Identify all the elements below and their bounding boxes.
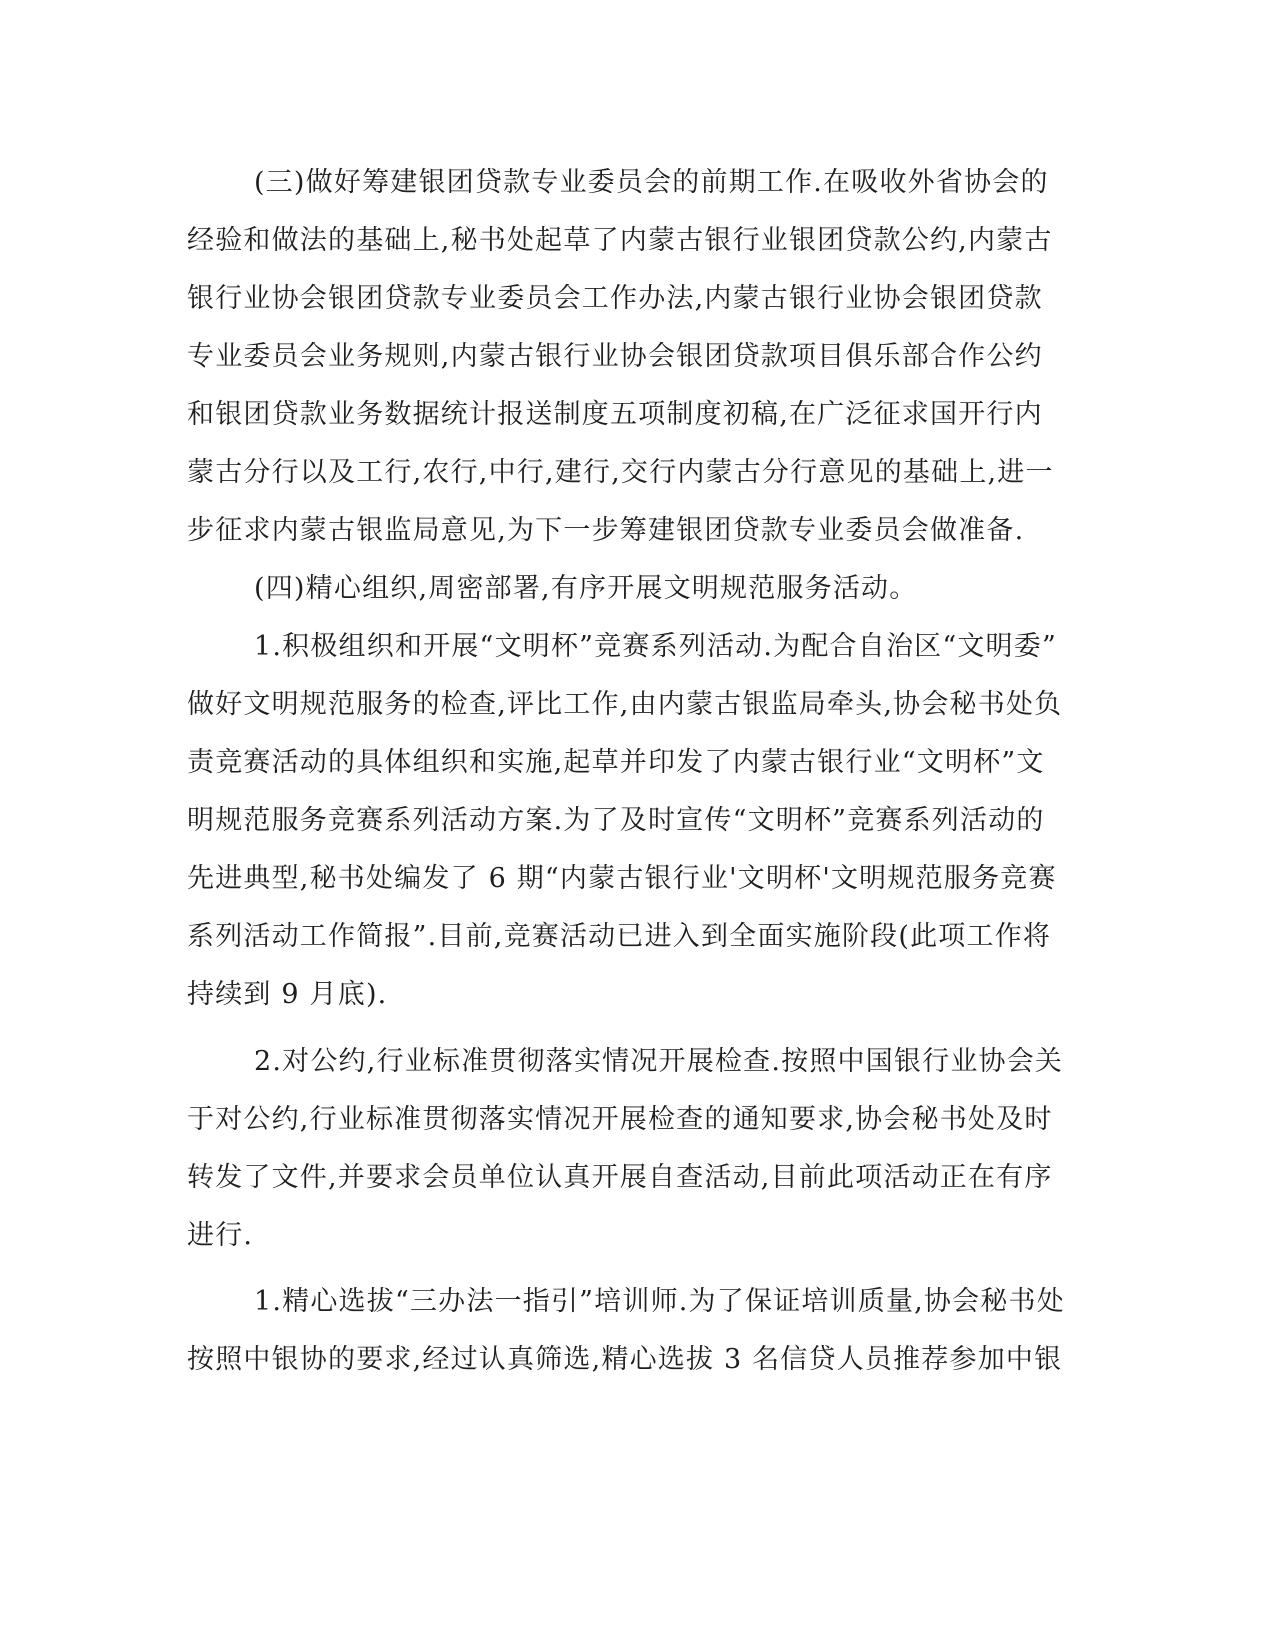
item-training-line-2: 按照中银协的要求,经过认真筛选,精心选拔 3 名信贷人员推荐参加中银 <box>187 1344 1063 1375</box>
item-1-line-1: 1.积极组织和开展“文明杯”竞赛系列活动.为配合自治区“文明委” <box>254 631 1057 662</box>
paragraph-3-line-7: 步征求内蒙古银监局意见,为下一步筹建银团贷款专业委员会做准备. <box>187 515 1025 546</box>
section-4-heading: (四)精心组织,周密部署,有序开展文明规范服务活动。 <box>254 573 918 604</box>
item-1-line-3: 责竞赛活动的具体组织和实施,起草并印发了内蒙古银行业“文明杯”文 <box>187 747 1045 778</box>
paragraph-3-line-4: 专业委员会业务规则,内蒙古银行业协会银团贷款项目俱乐部合作公约 <box>187 341 1043 372</box>
item-1-line-7: 持续到 9 月底). <box>187 979 388 1010</box>
item-1-line-2: 做好文明规范服务的检查,评比工作,由内蒙古银监局牵头,协会秘书处负 <box>187 689 1063 720</box>
paragraph-3-line-5: 和银团贷款业务数据统计报送制度五项制度初稿,在广泛征求国开行内 <box>187 399 1043 430</box>
paragraph-3-line-1: (三)做好筹建银团贷款专业委员会的前期工作.在吸收外省协会的 <box>254 167 1049 198</box>
item-2-line-2: 于对公约,行业标准贯彻落实情况开展检查的通知要求,协会秘书处及时 <box>187 1104 1053 1135</box>
paragraph-3-line-6: 蒙古分行以及工行,农行,中行,建行,交行内蒙古分行意见的基础上,进一 <box>187 457 1054 488</box>
item-1-line-4: 明规范服务竞赛系列活动方案.为了及时宣传“文明杯”竞赛系列活动的 <box>187 805 1045 836</box>
item-1-line-6: 系列活动工作简报”.目前,竞赛活动已进入到全面实施阶段(此项工作将 <box>187 921 1052 952</box>
item-2-line-3: 转发了文件,并要求会员单位认真开展自查活动,目前此项活动正在有序 <box>187 1162 1053 1193</box>
item-1-line-5: 先进典型,秘书处编发了 6 期“内蒙古银行业'文明杯'文明规范服务竞赛 <box>187 863 1057 894</box>
paragraph-3-line-3: 银行业协会银团贷款专业委员会工作办法,内蒙古银行业协会银团贷款 <box>187 283 1043 314</box>
item-2-line-4: 进行. <box>187 1220 254 1251</box>
item-2-line-1: 2.对公约,行业标准贯彻落实情况开展检查.按照中国银行业协会关 <box>254 1046 1064 1077</box>
item-training-line-1: 1.精心选拔“三办法一指引”培训师.为了保证培训质量,协会秘书处 <box>254 1286 1065 1317</box>
paragraph-3-line-2: 经验和做法的基础上,秘书处起草了内蒙古银行业银团贷款公约,内蒙古 <box>187 225 1053 256</box>
